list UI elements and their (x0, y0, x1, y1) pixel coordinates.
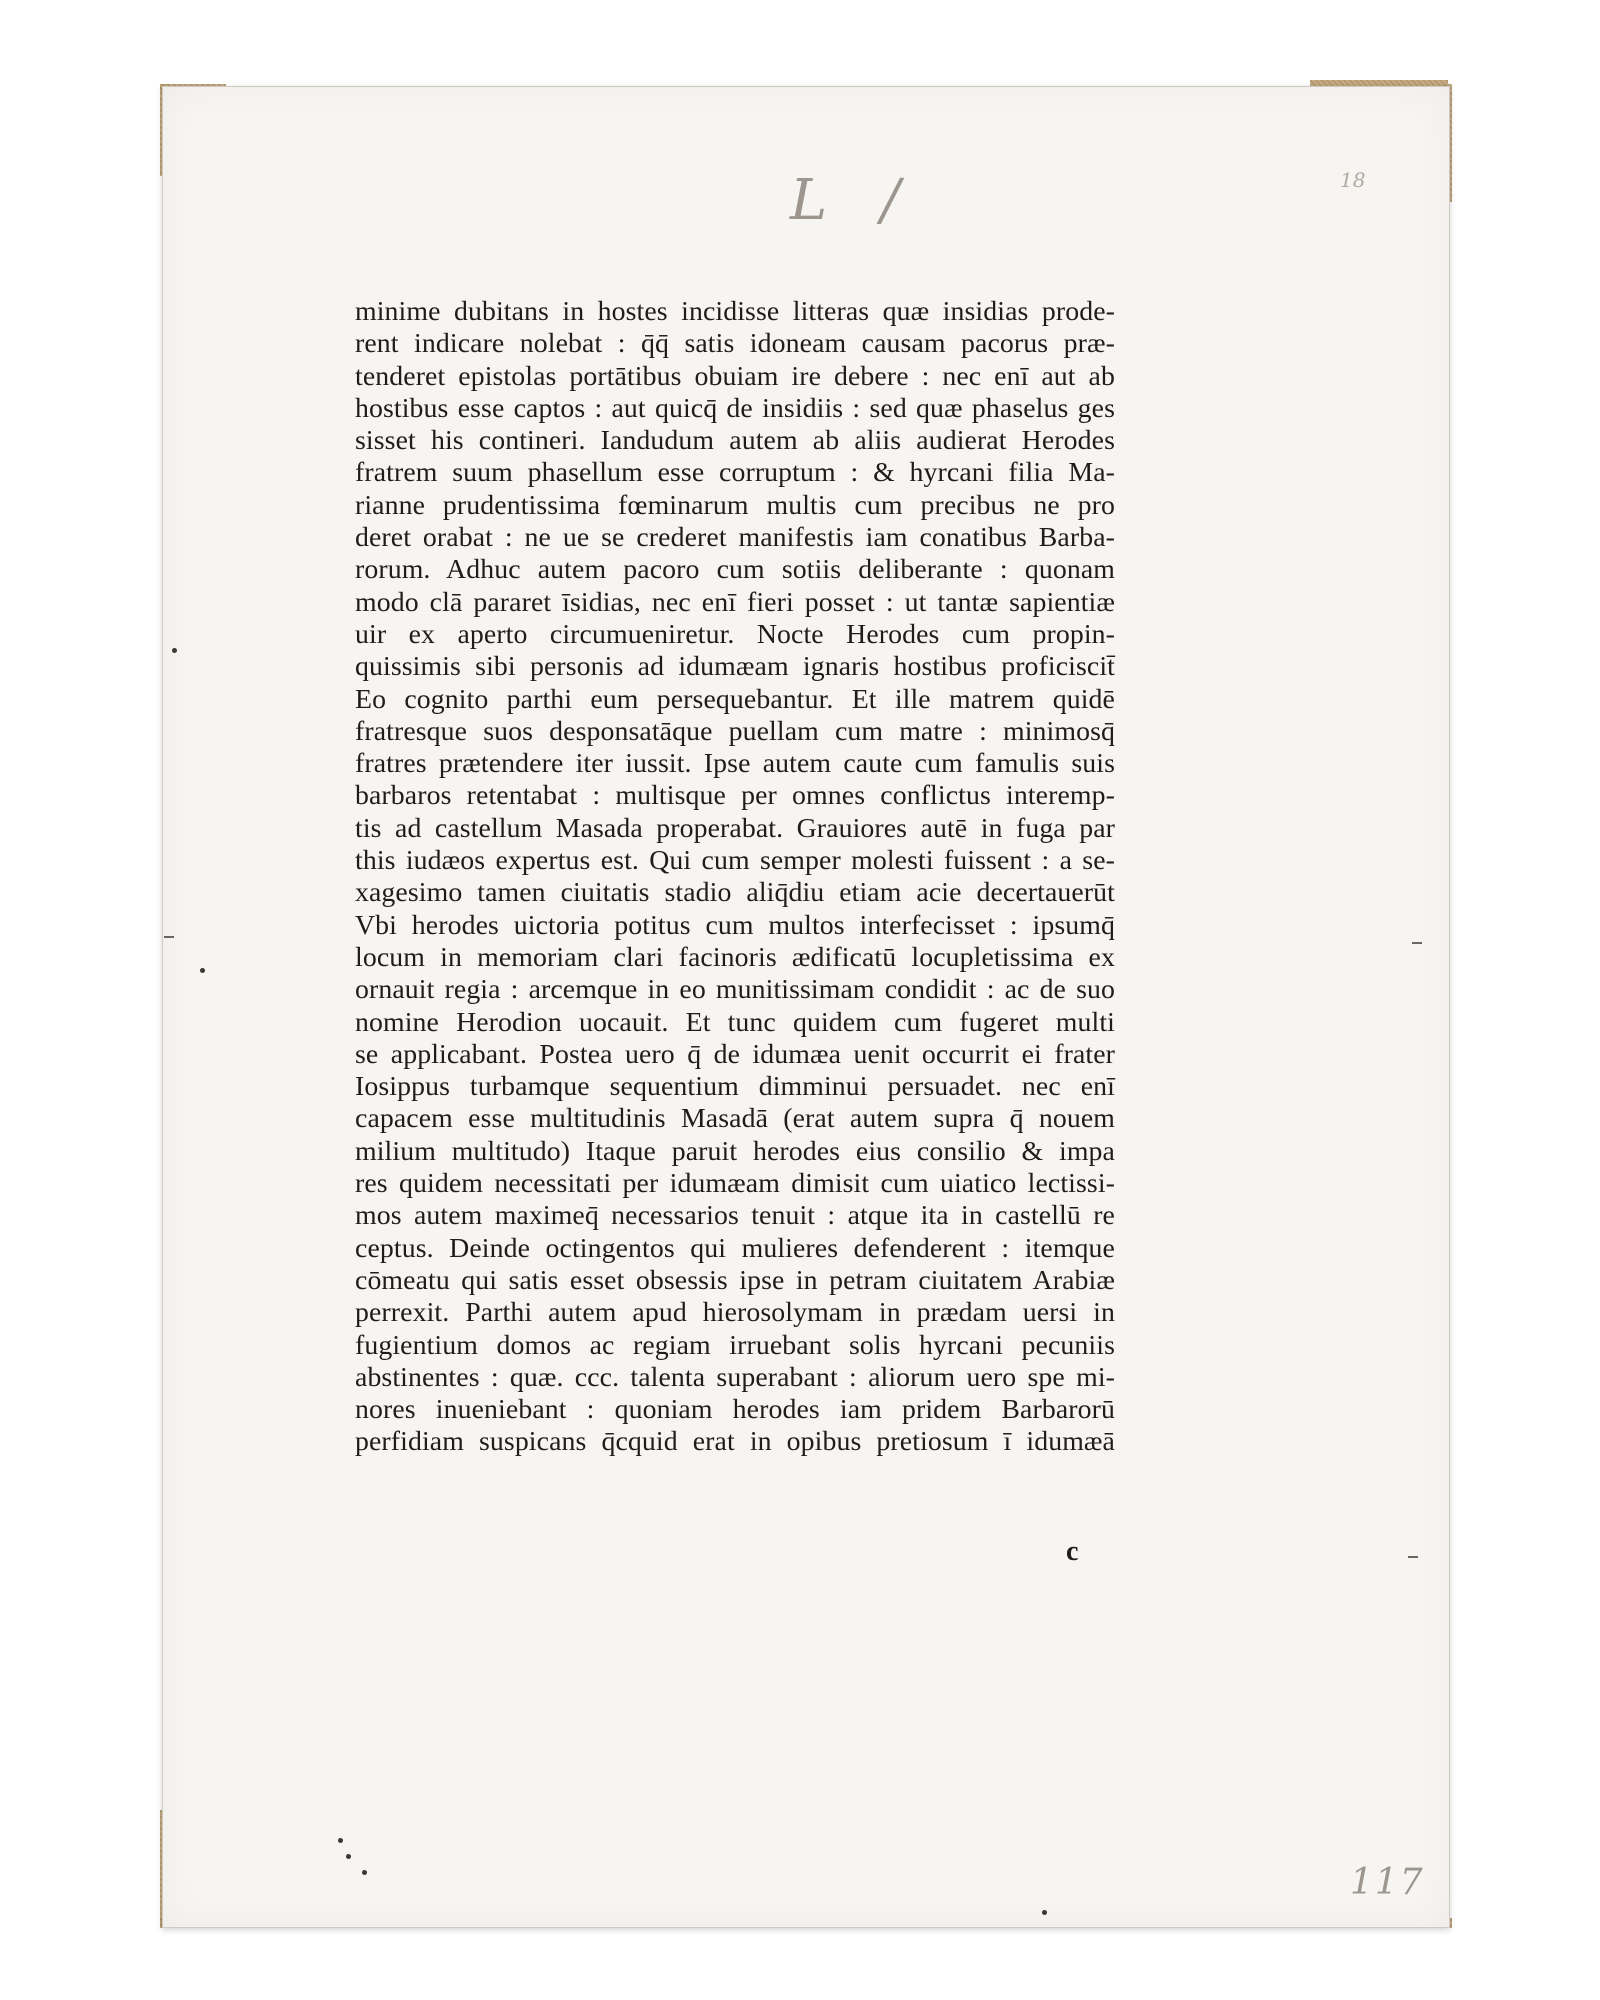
edge-tick (1412, 942, 1422, 944)
text-line: capacem esse multitudinis Masadā (erat autem supra q̄ nouem (355, 1103, 1115, 1135)
text-line: fratres prætendere iter iussit. Ipse autem caute cum famulis suis (355, 748, 1115, 780)
text-line: res quidem necessitati per idumæam dimisit cum uiatico lectissi- (355, 1168, 1115, 1200)
text-line: cōmeatu qui satis esset obsessis ipse in petram ciuitatem Arabiæ (355, 1264, 1115, 1296)
text-line: perfidiam suspicans q̄cquid erat in opibus pretiosum ī idumæā (355, 1426, 1115, 1458)
text-line: fratresque suos desponsatāque puellam cum matre : minimosq̄ (355, 715, 1115, 747)
text-line: ornauit regia : arcemque in eo munitissimam condidit : ac de suo (355, 974, 1115, 1006)
text-line: hostibus esse captos : aut quicq̄ de insidiis : sed quæ phaselus ges (355, 392, 1115, 424)
speck (338, 1838, 343, 1843)
text-line: tis ad castellum Masada properabat. Grauiores autē in fuga par (355, 812, 1115, 844)
text-line: perrexit. Parthi autem apud hierosolymam in prædam uersi in (355, 1297, 1115, 1329)
text-column (355, 296, 1115, 1459)
text-line: rent indicare nolebat : q̄q̄ satis idoneam causam pacorus præ- (355, 328, 1115, 360)
pencil-note-top-right: 18 (1340, 168, 1366, 192)
text-line: this iudæos expertus est. Qui cum semper molesti fuissent : a se- (355, 845, 1115, 877)
text-line: sisset his contineri. Iandudum autem ab aliis audierat Herodes (355, 425, 1115, 457)
text-line: tenderet epistolas portātibus obuiam ire debere : nec enī aut ab (355, 360, 1115, 392)
text-line: milium multitudo) Itaque paruit herodes eius consilio & impa (355, 1135, 1115, 1167)
text-line: barbaros retentabat : multisque per omnes conflictus interemp- (355, 780, 1115, 812)
text-line: mos autem maximeq̄ necessarios tenuit : atque ita in castellū re (355, 1200, 1115, 1232)
text-line: xagesimo tamen ciuitatis stadio aliq̄diu etiam acie decertauerūt (355, 877, 1115, 909)
text-line: uir ex aperto circumueniretur. Nocte Herodes cum propin- (355, 618, 1115, 650)
pencil-note-bottom-right: 117 (1350, 1862, 1425, 1903)
text-line: locum in memoriam clari facinoris ædificatū locupletissima ex (355, 941, 1115, 973)
edge-tick (164, 936, 174, 938)
text-line: nores inueniebant : quoniam herodes iam pridem Barbarorū (355, 1394, 1115, 1426)
text-line: rorum. Adhuc autem pacoro cum sotiis deliberante : quonam (355, 554, 1115, 586)
text-line: minime dubitans in hostes incidisse litteras quæ insidias prode- (355, 296, 1115, 327)
speck (362, 1870, 367, 1875)
speck (172, 648, 177, 653)
text-line: se applicabant. Postea uero q̄ de idumæa uenit occurrit ei frater (355, 1038, 1115, 1070)
speck (1042, 1910, 1047, 1915)
text-line: ceptus. Deinde octingentos qui mulieres defenderent : itemque (355, 1232, 1115, 1264)
text-line: rianne prudentissima fœminarum multis cum precibus ne pro (355, 489, 1115, 521)
text-line: modo clā pararet īsidias, nec enī fieri posset : ut tantæ sapientiæ (355, 586, 1115, 618)
text-line: Iosippus turbamque sequentium dimminui persuadet. nec enī (355, 1071, 1115, 1103)
printer-signature-mark: c (1066, 1536, 1079, 1567)
text-line: abstinentes : quæ. ccc. talenta superabant : aliorum uero spe mi- (355, 1361, 1115, 1393)
text-line: Eo cognito parthi eum persequebantur. Et ille matrem quidē (355, 683, 1115, 715)
text-line: nomine Herodion uocauit. Et tunc quidem cum fugeret multi (355, 1006, 1115, 1038)
edge-tick (1408, 1556, 1418, 1558)
text-line: fratrem suum phasellum esse corruptum : & hyrcani filia Ma- (355, 457, 1115, 489)
speck (346, 1854, 351, 1859)
text-line: fugientium domos ac regiam irruebant solis hyrcani pecuniis (355, 1329, 1115, 1361)
speck (200, 968, 205, 973)
text-line: deret orabat : ne ue se crederet manifestis iam conatibus Barba- (355, 522, 1115, 554)
text-line: Vbi herodes uictoria potitus cum multos interfecisset : ipsumq̄ (355, 909, 1115, 941)
text-line: quissimis sibi personis ad idumæam ignaris hostibus proficiscit̄ (355, 651, 1115, 683)
pencil-signature-mark: L / (790, 168, 918, 233)
